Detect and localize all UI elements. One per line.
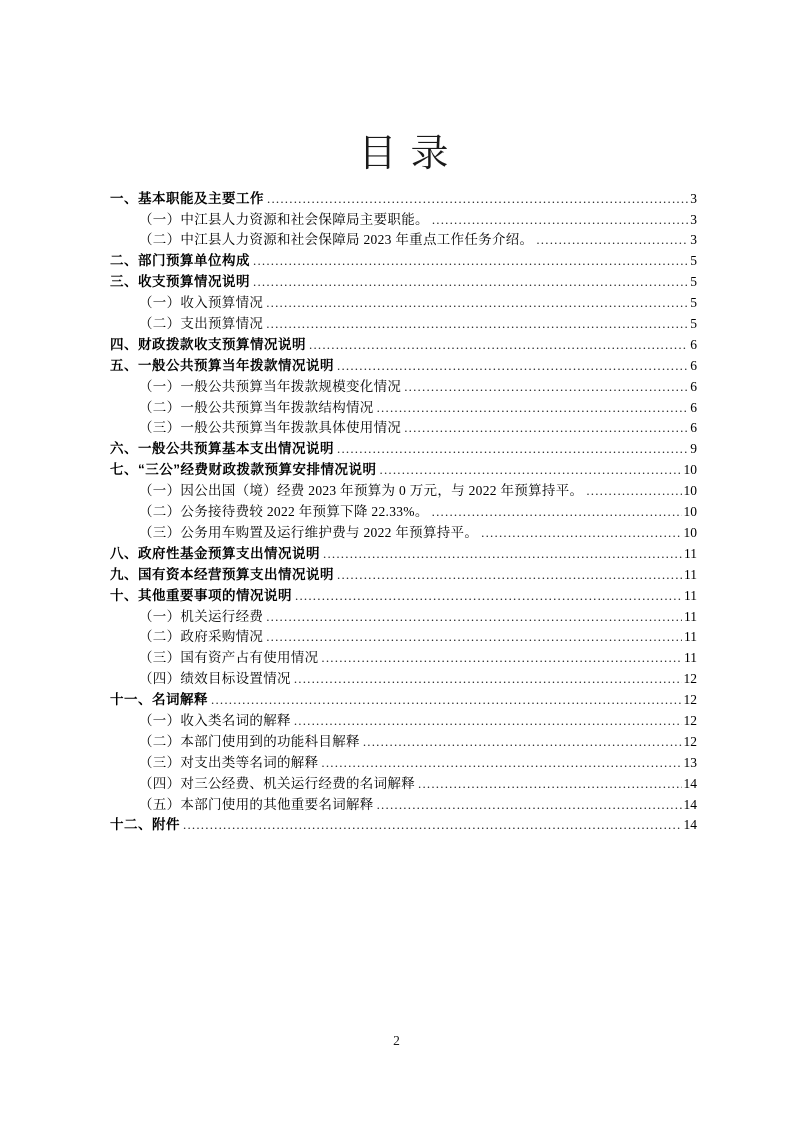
toc-page-number: 14 [683,775,697,791]
toc-leader-dots [337,567,682,583]
toc-page-number: 6 [690,357,697,373]
toc-entry[interactable] [110,375,697,396]
toc-leader-dots [266,609,682,625]
toc-entry-text: （三）一般公共预算当年拨款具体使用情况 [139,420,402,436]
toc-entry-text: （一）中江县人力资源和社会保障局主要职能。 [139,211,429,227]
toc-leader-dots [377,400,689,416]
toc-page-number: 12 [683,671,697,687]
toc-entry-text: （三）国有资产占有使用情况 [139,650,319,666]
toc-leader-dots [380,462,682,478]
toc-entry[interactable] [110,270,697,291]
toc-leader-dots [481,525,681,541]
toc-entry-text: （二）支出预算情况 [139,316,264,332]
toc-entry[interactable] [110,646,697,667]
toc-leader-dots [536,232,688,248]
toc-entry-text: （一）一般公共预算当年拨款规模变化情况 [139,378,402,394]
toc-entry[interactable] [110,312,697,333]
toc-page-number: 5 [690,253,697,269]
toc-entry[interactable] [110,416,697,437]
toc-page-number: 12 [683,692,697,708]
toc-page-number: 10 [683,483,697,499]
toc-page-number: 3 [690,190,697,206]
toc-entry[interactable] [110,396,697,417]
toc-page-number: 11 [684,545,697,561]
toc-entry[interactable] [110,813,697,834]
toc-entry[interactable] [110,542,697,563]
toc-leader-dots [404,379,688,395]
toc-entry-text: 六、一般公共预算基本支出情况说明 [110,441,334,457]
toc-page-number: 11 [684,566,697,582]
toc-entry[interactable] [110,625,697,646]
toc-entry-text: 七、“三公”经费财政拨款预算安排情况说明 [110,462,377,478]
toc-entry-text: （一）收入类名词的解释 [139,712,291,728]
toc-entry[interactable] [110,772,697,793]
toc-leader-dots [294,671,682,687]
toc-page-number: 14 [683,817,697,833]
toc-leader-dots [253,253,688,269]
toc-leader-dots [363,734,682,750]
toc-entry-text: 十二、附件 [110,817,180,833]
toc-leader-dots [418,776,682,792]
table-of-contents [110,187,697,835]
toc-entry-text: （二）中江县人力资源和社会保障局 2023 年重点工作任务介绍。 [139,232,534,248]
toc-entry[interactable] [110,500,697,521]
toc-entry[interactable] [110,730,697,751]
toc-page-number: 6 [690,336,697,352]
toc-leader-dots [404,420,688,436]
toc-entry-text: （五）本部门使用的其他重要名词解释 [139,796,374,812]
toc-entry-text: 二、部门预算单位构成 [110,253,250,269]
toc-entry-text: 四、财政拨款收支预算情况说明 [110,336,306,352]
toc-entry-text: （三）对支出类等名词的解释 [139,754,319,770]
toc-entry-text: （一）机关运行经费 [139,608,264,624]
toc-page-number: 10 [683,524,697,540]
toc-entry-text: （一）因公出国（境）经费 2023 年预算为 0 万元，与 2022 年预算持平。 [139,483,584,499]
toc-entry-text: 十一、名词解释 [110,692,208,708]
toc-entry[interactable] [110,563,697,584]
footer-page-number: 2 [393,1033,400,1048]
toc-page-number: 3 [690,211,697,227]
toc-leader-dots [266,295,688,311]
toc-entry-text: 九、国有资本经营预算支出情况说明 [110,566,334,582]
page-title: 目录 [358,133,463,175]
toc-leader-dots [321,755,681,771]
toc-entry[interactable] [110,479,697,500]
toc-leader-dots [337,441,688,457]
toc-page-number: 6 [690,378,697,394]
toc-entry[interactable] [110,354,697,375]
toc-entry[interactable] [110,793,697,814]
toc-entry[interactable] [110,228,697,249]
toc-leader-dots [295,588,682,604]
toc-leader-dots [432,212,688,228]
toc-leader-dots [266,316,688,332]
toc-entry[interactable] [110,187,697,208]
toc-page-number: 6 [690,420,697,436]
toc-leader-dots [432,504,682,520]
toc-page-number: 11 [684,587,697,603]
toc-page-number: 5 [690,316,697,332]
toc-leader-dots [321,650,682,666]
toc-entry[interactable] [110,291,697,312]
toc-page-number: 6 [690,399,697,415]
toc-entry[interactable] [110,584,697,605]
toc-entry-text: （二）一般公共预算当年拨款结构情况 [139,399,374,415]
toc-entry[interactable] [110,605,697,626]
toc-leader-dots [211,692,682,708]
toc-leader-dots [309,337,688,353]
toc-entry-text: 一、基本职能及主要工作 [110,190,264,206]
toc-page-number: 5 [690,295,697,311]
toc-page-number: 14 [683,796,697,812]
toc-entry[interactable] [110,751,697,772]
toc-leader-dots [266,629,682,645]
toc-entry[interactable] [110,458,697,479]
toc-leader-dots [253,274,688,290]
toc-entry-text: 五、一般公共预算当年拨款情况说明 [110,357,334,373]
toc-entry-text: 八、政府性基金预算支出情况说明 [110,545,320,561]
toc-entry-text: （四）绩效目标设置情况 [139,671,291,687]
toc-page-number: 12 [683,733,697,749]
toc-page-number: 12 [683,712,697,728]
toc-leader-dots [294,713,682,729]
toc-page-number: 11 [684,608,697,624]
toc-page-number: 13 [683,754,697,770]
toc-entry-text: （三）公务用车购置及运行维护费与 2022 年预算持平。 [139,524,479,540]
toc-page-number: 11 [684,629,697,645]
toc-page-number: 3 [690,232,697,248]
toc-leader-dots [183,817,682,833]
toc-page-number: 9 [690,441,697,457]
toc-page-number: 10 [683,462,697,478]
toc-leader-dots [586,483,681,499]
toc-page-number: 11 [684,650,697,666]
toc-entry-text: 十、其他重要事项的情况说明 [110,587,292,603]
toc-entry-text: （二）本部门使用到的功能科目解释 [139,733,360,749]
toc-entry[interactable] [110,521,697,542]
toc-entry[interactable] [110,437,697,458]
toc-entry-text: （二）公务接待费较 2022 年预算下降 22.33%。 [139,504,429,520]
toc-entry[interactable] [110,688,697,709]
toc-entry[interactable] [110,709,697,730]
toc-entry-text: （二）政府采购情况 [139,629,264,645]
toc-page-number: 10 [683,504,697,520]
toc-leader-dots [377,797,682,813]
toc-entry-text: 三、收支预算情况说明 [110,274,250,290]
toc-entry[interactable] [110,333,697,354]
toc-entry[interactable] [110,667,697,688]
toc-entry[interactable] [110,249,697,270]
toc-entry-text: （一）收入预算情况 [139,295,264,311]
toc-leader-dots [267,191,688,207]
toc-entry-text: （四）对三公经费、机关运行经费的名词解释 [139,775,415,791]
toc-leader-dots [323,546,682,562]
toc-page-number: 5 [690,274,697,290]
toc-entry[interactable] [110,208,697,229]
toc-leader-dots [337,358,688,374]
